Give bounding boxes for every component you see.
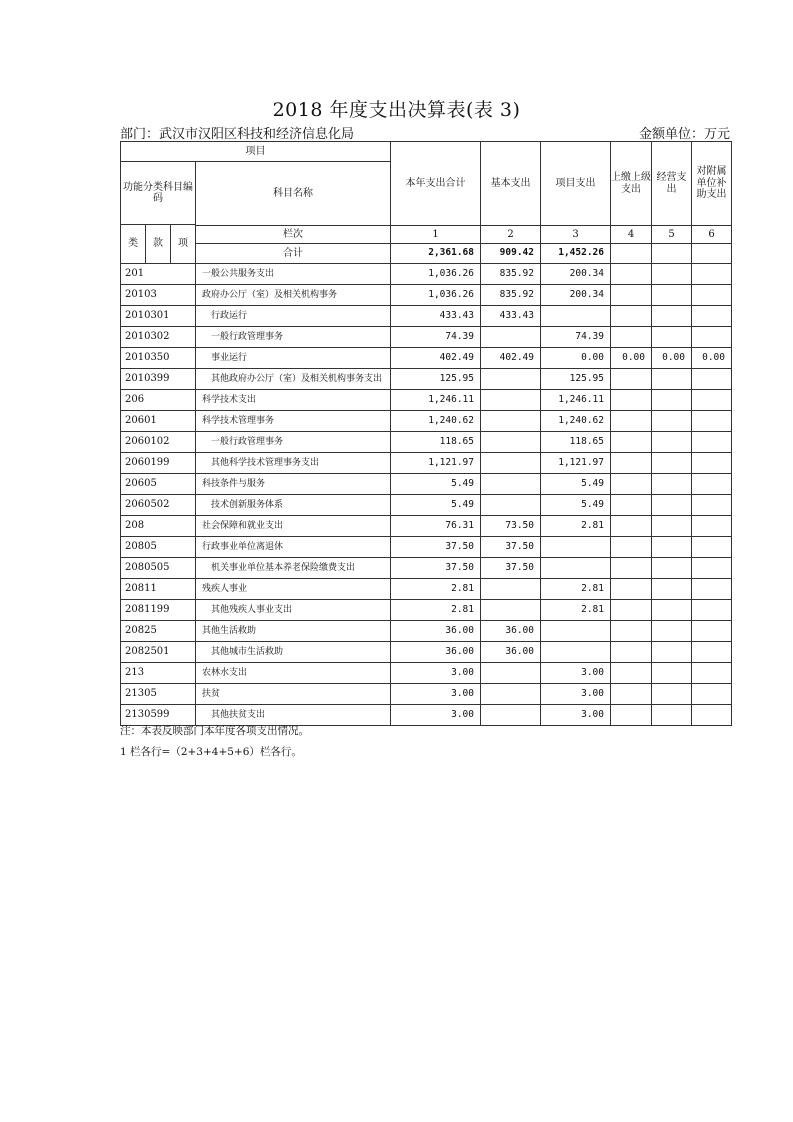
row-upper xyxy=(611,558,652,579)
table-row xyxy=(121,579,732,600)
row-upper xyxy=(611,369,652,390)
row-subject-name: 一般行政管理事务 xyxy=(196,432,391,453)
table-row xyxy=(121,306,732,327)
col-number-6: 6 xyxy=(692,226,732,244)
row-basic: 433.43 xyxy=(481,306,541,327)
row-operating xyxy=(652,663,692,684)
table-row xyxy=(121,600,732,621)
footnote-1: 注：本表反映部门本年度各项支出情况。 xyxy=(120,725,309,737)
row-code: 21305 xyxy=(121,684,196,705)
row-project: 118.65 xyxy=(541,432,611,453)
row-subject-name: 其他城市生活救助 xyxy=(196,642,391,663)
row-basic xyxy=(481,390,541,411)
row-upper xyxy=(611,516,652,537)
row-subject-name: 社会保障和就业支出 xyxy=(196,516,391,537)
row-upper: 0.00 xyxy=(611,348,652,369)
row-project: 1,240.62 xyxy=(541,411,611,432)
row-subsidy xyxy=(692,453,732,474)
row-subsidy xyxy=(692,537,732,558)
row-upper xyxy=(611,327,652,348)
row-total: 37.50 xyxy=(391,537,481,558)
table-row xyxy=(121,327,732,348)
col-number-2: 2 xyxy=(481,226,541,244)
row-code: 2082501 xyxy=(121,642,196,663)
row-code: 206 xyxy=(121,390,196,411)
row-code: 2081199 xyxy=(121,600,196,621)
row-basic: 37.50 xyxy=(481,537,541,558)
table-row xyxy=(121,348,732,369)
row-total: 5.49 xyxy=(391,474,481,495)
col-number-5: 5 xyxy=(652,226,692,244)
header-project-expense: 项目支出 xyxy=(541,142,611,226)
row-basic xyxy=(481,663,541,684)
row-operating xyxy=(652,369,692,390)
row-project xyxy=(541,642,611,663)
row-operating xyxy=(652,705,692,726)
row-project: 74.39 xyxy=(541,327,611,348)
row-subject-name: 农林水支出 xyxy=(196,663,391,684)
row-project: 2.81 xyxy=(541,600,611,621)
header-subsidy: 对附属单位补助支出 xyxy=(692,142,732,226)
row-upper xyxy=(611,537,652,558)
row-total: 1,036.26 xyxy=(391,285,481,306)
row-operating xyxy=(652,495,692,516)
row-subject-name: 一般公共服务支出 xyxy=(196,264,391,285)
row-project: 2.81 xyxy=(541,516,611,537)
row-subject-name: 其他科学技术管理事务支出 xyxy=(196,453,391,474)
row-basic xyxy=(481,600,541,621)
row-basic: 835.92 xyxy=(481,264,541,285)
row-code: 2010301 xyxy=(121,306,196,327)
row-subsidy xyxy=(692,264,732,285)
row-project: 0.00 xyxy=(541,348,611,369)
totals-label: 合计 xyxy=(196,244,391,264)
row-total: 3.00 xyxy=(391,705,481,726)
row-total: 3.00 xyxy=(391,663,481,684)
row-subsidy xyxy=(692,390,732,411)
row-project: 3.00 xyxy=(541,705,611,726)
table-row xyxy=(121,537,732,558)
row-subject-name: 一般行政管理事务 xyxy=(196,327,391,348)
row-project: 125.95 xyxy=(541,369,611,390)
col-number-3: 3 xyxy=(541,226,611,244)
totals-subsidy xyxy=(692,244,732,264)
row-upper xyxy=(611,453,652,474)
row-subsidy xyxy=(692,285,732,306)
row-operating xyxy=(652,411,692,432)
row-subsidy xyxy=(692,306,732,327)
row-operating xyxy=(652,285,692,306)
row-operating xyxy=(652,621,692,642)
row-total: 1,246.11 xyxy=(391,390,481,411)
row-basic: 37.50 xyxy=(481,558,541,579)
row-subject-name: 其他生活救助 xyxy=(196,621,391,642)
row-subsidy xyxy=(692,663,732,684)
row-code: 2060102 xyxy=(121,432,196,453)
table-row xyxy=(121,621,732,642)
col-number-4: 4 xyxy=(611,226,652,244)
table-row xyxy=(121,495,732,516)
row-total: 5.49 xyxy=(391,495,481,516)
row-basic: 36.00 xyxy=(481,621,541,642)
row-basic xyxy=(481,495,541,516)
table-row xyxy=(121,411,732,432)
row-subsidy xyxy=(692,327,732,348)
row-subsidy xyxy=(692,369,732,390)
row-subject-name: 其他扶贫支出 xyxy=(196,705,391,726)
table-row xyxy=(121,285,732,306)
row-basic: 402.49 xyxy=(481,348,541,369)
row-upper xyxy=(611,684,652,705)
row-subject-name: 科学技术管理事务 xyxy=(196,411,391,432)
row-basic: 36.00 xyxy=(481,642,541,663)
totals-total: 2,361.68 xyxy=(391,244,481,264)
row-subsidy xyxy=(692,495,732,516)
row-subsidy xyxy=(692,684,732,705)
row-operating xyxy=(652,264,692,285)
row-project: 5.49 xyxy=(541,495,611,516)
row-upper xyxy=(611,285,652,306)
row-total: 1,121.97 xyxy=(391,453,481,474)
row-project: 5.49 xyxy=(541,474,611,495)
row-subject-name: 扶贫 xyxy=(196,684,391,705)
row-project: 200.34 xyxy=(541,285,611,306)
row-project xyxy=(541,537,611,558)
table-row xyxy=(121,369,732,390)
page-title: 2018 年度支出决算表(表 3) xyxy=(272,99,521,121)
row-code: 208 xyxy=(121,516,196,537)
row-upper xyxy=(611,390,652,411)
row-operating xyxy=(652,600,692,621)
unit-label: 金额单位：万元 xyxy=(638,127,730,142)
row-total: 2.81 xyxy=(391,600,481,621)
row-total: 433.43 xyxy=(391,306,481,327)
row-code: 201 xyxy=(121,264,196,285)
header-operating: 经营支出 xyxy=(652,142,692,226)
totals-upper xyxy=(611,244,652,264)
header-upper: 上缴上级支出 xyxy=(611,142,652,226)
row-project xyxy=(541,306,611,327)
row-project: 200.34 xyxy=(541,264,611,285)
row-operating xyxy=(652,390,692,411)
header-project: 项目 xyxy=(121,142,391,162)
row-code: 20605 xyxy=(121,474,196,495)
row-code: 20103 xyxy=(121,285,196,306)
row-subsidy xyxy=(692,579,732,600)
col-number-1: 1 xyxy=(391,226,481,244)
header-kuan: 款 xyxy=(146,225,171,264)
row-upper xyxy=(611,495,652,516)
row-upper xyxy=(611,579,652,600)
row-subsidy xyxy=(692,432,732,453)
row-subject-name: 事业运行 xyxy=(196,348,391,369)
row-total: 1,036.26 xyxy=(391,264,481,285)
row-code: 20811 xyxy=(121,579,196,600)
row-total: 36.00 xyxy=(391,642,481,663)
row-subject-name: 机关事业单位基本养老保险缴费支出 xyxy=(196,558,391,579)
footnote-2: 1 栏各行=（2+3+4+5+6）栏各行。 xyxy=(120,746,302,758)
header-subject-name: 科目名称 xyxy=(196,162,391,226)
row-upper xyxy=(611,306,652,327)
table-row xyxy=(121,558,732,579)
row-basic xyxy=(481,432,541,453)
totals-project: 1,452.26 xyxy=(541,244,611,264)
row-code: 2130599 xyxy=(121,705,196,726)
row-subject-name: 行政运行 xyxy=(196,306,391,327)
row-subject-name: 行政事业单位离退休 xyxy=(196,537,391,558)
row-code: 20805 xyxy=(121,537,196,558)
table-row xyxy=(121,663,732,684)
row-subsidy xyxy=(692,705,732,726)
table-row xyxy=(121,684,732,705)
row-basic xyxy=(481,579,541,600)
row-project xyxy=(541,621,611,642)
table-row xyxy=(121,390,732,411)
row-subject-name: 技术创新服务体系 xyxy=(196,495,391,516)
row-operating xyxy=(652,306,692,327)
row-project: 2.81 xyxy=(541,579,611,600)
table-row xyxy=(121,453,732,474)
row-operating xyxy=(652,453,692,474)
row-subsidy xyxy=(692,558,732,579)
row-subject-name: 科学技术支出 xyxy=(196,390,391,411)
row-subsidy: 0.00 xyxy=(692,348,732,369)
row-basic xyxy=(481,474,541,495)
row-total: 36.00 xyxy=(391,621,481,642)
row-code: 2010399 xyxy=(121,369,196,390)
row-subject-name: 其他政府办公厅（室）及相关机构事务支出 xyxy=(196,369,391,390)
row-total: 3.00 xyxy=(391,684,481,705)
row-total: 125.95 xyxy=(391,369,481,390)
row-upper xyxy=(611,642,652,663)
row-total: 76.31 xyxy=(391,516,481,537)
row-operating xyxy=(652,684,692,705)
table-row xyxy=(121,474,732,495)
row-project: 1,246.11 xyxy=(541,390,611,411)
header-total: 本年支出合计 xyxy=(391,142,481,226)
row-subject-name: 科技条件与服务 xyxy=(196,474,391,495)
table-row xyxy=(121,264,732,285)
row-subsidy xyxy=(692,642,732,663)
row-basic xyxy=(481,369,541,390)
row-subject-name: 政府办公厅（室）及相关机构事务 xyxy=(196,285,391,306)
row-operating xyxy=(652,327,692,348)
row-project: 1,121.97 xyxy=(541,453,611,474)
row-upper xyxy=(611,663,652,684)
row-upper xyxy=(611,621,652,642)
row-total: 1,240.62 xyxy=(391,411,481,432)
table-row xyxy=(121,642,732,663)
row-operating xyxy=(652,558,692,579)
header-lanci: 栏次 xyxy=(196,226,391,244)
row-code: 2010302 xyxy=(121,327,196,348)
row-project xyxy=(541,558,611,579)
row-code: 2060502 xyxy=(121,495,196,516)
row-basic xyxy=(481,705,541,726)
row-operating xyxy=(652,516,692,537)
row-upper xyxy=(611,264,652,285)
row-basic xyxy=(481,684,541,705)
row-subsidy xyxy=(692,474,732,495)
row-upper xyxy=(611,432,652,453)
row-subject-name: 其他残疾人事业支出 xyxy=(196,600,391,621)
row-upper xyxy=(611,411,652,432)
row-total: 37.50 xyxy=(391,558,481,579)
row-code: 2080505 xyxy=(121,558,196,579)
row-subject-name: 残疾人事业 xyxy=(196,579,391,600)
row-code: 2010350 xyxy=(121,348,196,369)
row-total: 2.81 xyxy=(391,579,481,600)
row-code: 2060199 xyxy=(121,453,196,474)
row-operating xyxy=(652,579,692,600)
header-lei: 类 xyxy=(121,225,146,264)
header-xiang: 项 xyxy=(171,225,196,264)
row-code: 20825 xyxy=(121,621,196,642)
row-operating xyxy=(652,642,692,663)
row-operating: 0.00 xyxy=(652,348,692,369)
row-project: 3.00 xyxy=(541,684,611,705)
row-basic xyxy=(481,411,541,432)
row-subsidy xyxy=(692,600,732,621)
expenditure-table xyxy=(120,141,732,726)
row-total: 74.39 xyxy=(391,327,481,348)
table-row xyxy=(121,432,732,453)
totals-basic: 909.42 xyxy=(481,244,541,264)
row-upper xyxy=(611,600,652,621)
row-operating xyxy=(652,474,692,495)
row-basic xyxy=(481,453,541,474)
row-upper xyxy=(611,705,652,726)
row-basic xyxy=(481,327,541,348)
header-func-code: 功能分类科目编码 xyxy=(121,162,196,225)
department-label: 部门：武汉市汉阳区科技和经济信息化局 xyxy=(120,127,355,142)
totals-operating xyxy=(652,244,692,264)
row-total: 402.49 xyxy=(391,348,481,369)
row-upper xyxy=(611,474,652,495)
report-subheader xyxy=(120,123,730,141)
row-operating xyxy=(652,432,692,453)
row-basic: 835.92 xyxy=(481,285,541,306)
row-subsidy xyxy=(692,516,732,537)
table-row xyxy=(121,516,732,537)
row-project: 3.00 xyxy=(541,663,611,684)
row-subsidy xyxy=(692,411,732,432)
row-basic: 73.50 xyxy=(481,516,541,537)
row-code: 213 xyxy=(121,663,196,684)
row-total: 118.65 xyxy=(391,432,481,453)
row-subsidy xyxy=(692,621,732,642)
header-basic: 基本支出 xyxy=(481,142,541,226)
row-code: 20601 xyxy=(121,411,196,432)
row-operating xyxy=(652,537,692,558)
